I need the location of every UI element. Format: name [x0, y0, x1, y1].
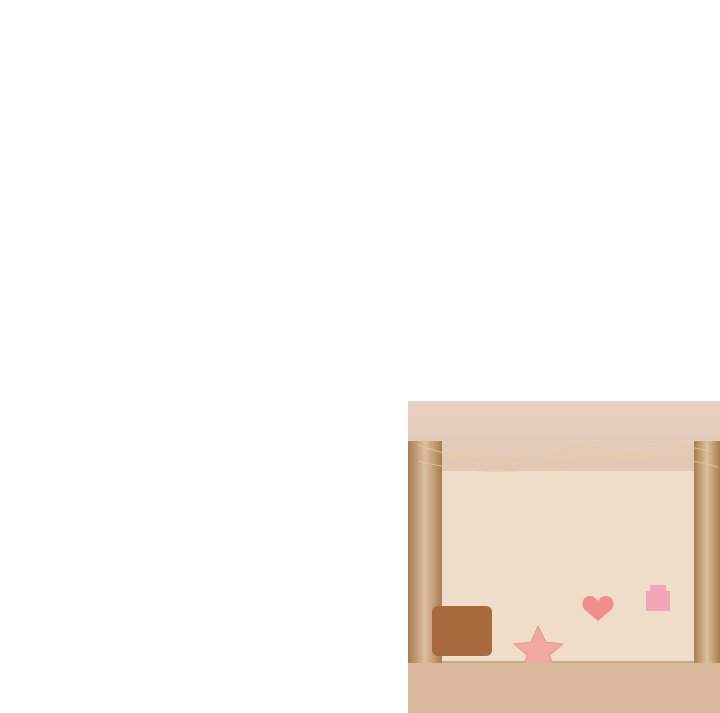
- sofa: [432, 606, 492, 656]
- floor: [408, 663, 720, 713]
- party-decoration-photo: [408, 401, 720, 713]
